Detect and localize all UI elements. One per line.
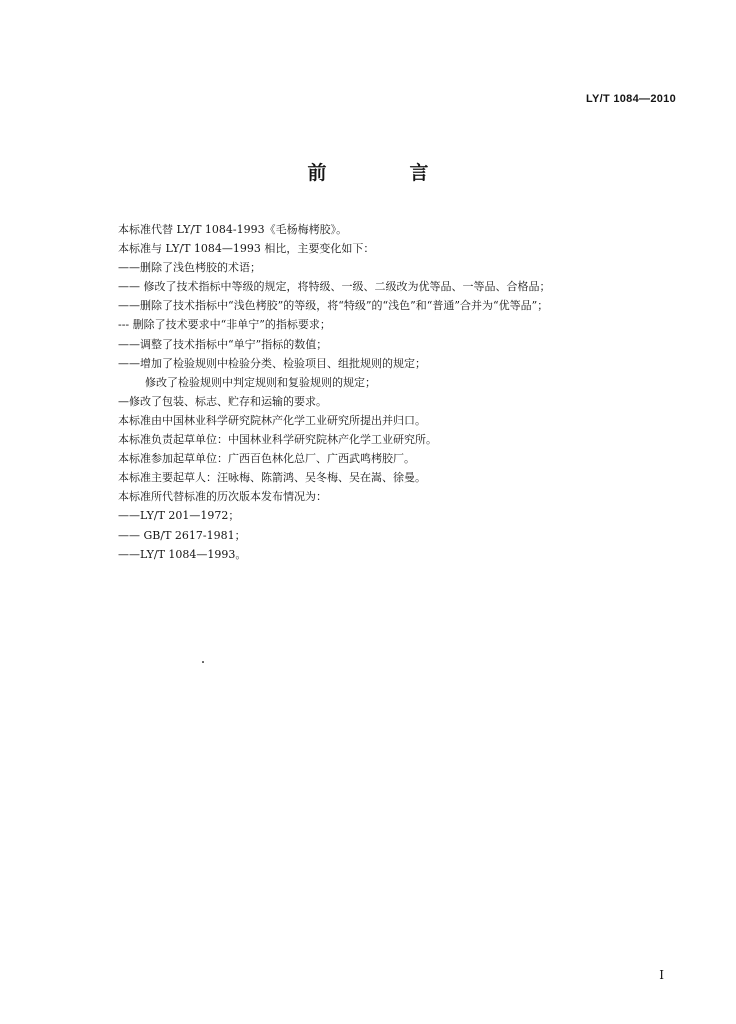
foreword-line: ——删除了浅色栲胶的术语； <box>118 261 261 275</box>
foreword-line: 本标准由中国林业科学研究院林产化学工业研究所提出并归口。 <box>118 413 426 427</box>
foreword-line: 本标准主要起草人：汪咏梅、陈箭鸿、吴冬梅、吴在嵩、徐曼。 <box>118 471 426 485</box>
page-number: I <box>659 968 664 982</box>
foreword-line: ——调整了技术指标中“单宁”指标的数值； <box>118 337 328 351</box>
foreword-line: 本标准代替 LY/T 1084-1993《毛杨梅栲胶》。 <box>118 223 348 236</box>
foreword-line: —— 修改了技术指标中等级的规定，将特级、一级、二级改为优等品、一等品、合格品； <box>118 280 551 294</box>
foreword-line: ——增加了检验规则中检验分类、检验项目、组批规则的规定； <box>118 356 426 370</box>
foreword-line: 本标准负责起草单位：中国林业科学研究院林产化学工业研究所。 <box>118 433 437 447</box>
foreword-body <box>118 220 698 564</box>
foreword-line: 本标准参加起草单位：广西百色林化总厂、广西武鸣栲胶厂。 <box>118 452 415 466</box>
standard-code: LY/T 1084—2010 <box>585 93 676 105</box>
foreword-line: 修改了检验规则中判定规则和复验规则的规定； <box>145 375 376 389</box>
scan-speck <box>202 661 204 663</box>
foreword-line: ——删除了技术指标中“浅色栲胶”的等级，将“特级”的“浅色”和“普通”合并为“优等品”； <box>118 299 549 313</box>
page-title: 前 言 <box>307 162 461 184</box>
foreword-line: ——LY/T 1084—1993。 <box>118 547 247 561</box>
foreword-line: ——LY/T 201—1972； <box>118 509 240 523</box>
foreword-line: 本标准与 LY/T 1084—1993 相比，主要变化如下： <box>118 242 375 256</box>
foreword-line: —— GB/T 2617-1981； <box>118 528 246 542</box>
foreword-line: 本标准所代替标准的历次版本发布情况为： <box>118 490 327 504</box>
foreword-line: —修改了包装、标志、贮存和运输的要求。 <box>118 394 327 408</box>
foreword-line: --- 删除了技术要求中“非单宁”的指标要求； <box>118 318 331 332</box>
